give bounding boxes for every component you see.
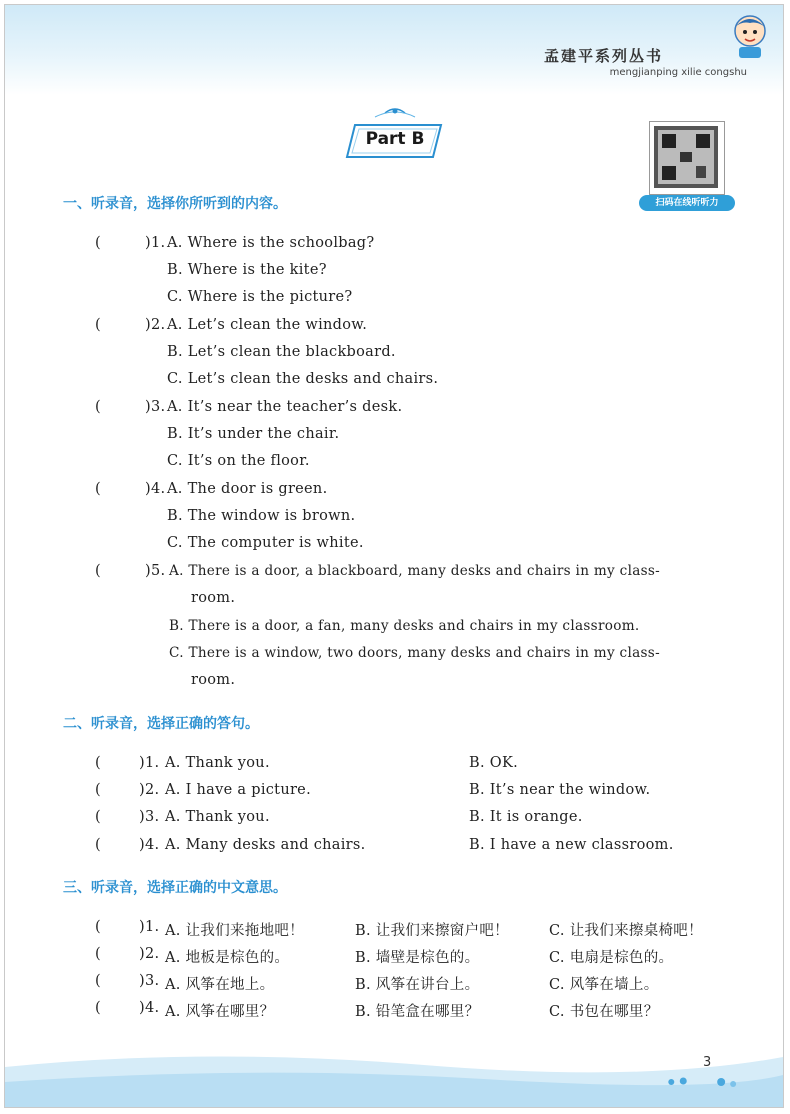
question-number: )4. [139, 837, 160, 853]
section1-heading: 一、听录音，选择你所听到的内容。 [63, 196, 287, 212]
option-b: B. 铅笔盒在哪里？ [355, 1004, 480, 1020]
header-band [5, 5, 783, 95]
question-number: )1. [139, 919, 160, 935]
option-a: A. Many desks and chairs. [165, 837, 366, 853]
answer-paren[interactable]: ( [95, 317, 101, 333]
option-b: B. It’s under the chair. [167, 426, 340, 442]
option-b: B. 墙壁是棕色的。 [355, 950, 480, 966]
question-number: )4. [139, 1000, 160, 1016]
answer-paren[interactable]: ( [95, 755, 101, 771]
answer-paren[interactable]: ( [95, 563, 101, 579]
option-a: A. There is a door, a blackboard, many desks and chairs in my class- [169, 563, 661, 579]
option-b: B. It is orange. [469, 809, 583, 825]
answer-paren[interactable]: ( [95, 973, 101, 989]
option-a: A. 风筝在哪里？ [165, 1004, 275, 1020]
section3-heading: 三、听录音，选择正确的中文意思。 [63, 880, 287, 896]
question-number: )3. [145, 399, 166, 415]
page [4, 4, 784, 1108]
option-b: B. It’s near the window. [469, 782, 651, 798]
question-number: )5. [145, 563, 166, 579]
answer-paren[interactable]: ( [95, 481, 101, 497]
qr-code-icon [650, 122, 722, 192]
series-pinyin: mengjianping xilie congshu [609, 67, 747, 78]
option-a: A. Let’s clean the window. [167, 317, 368, 333]
option-b: B. I have a new classroom. [469, 837, 674, 853]
option-c: C. Where is the picture? [167, 289, 353, 305]
option-b: B. The window is brown. [167, 508, 356, 524]
option-a: A. It’s near the teacher’s desk. [167, 399, 403, 415]
option-a-continued: room. [191, 590, 236, 606]
option-c-continued: room. [191, 672, 236, 688]
answer-paren[interactable]: ( [95, 837, 101, 853]
question-number: )1. [139, 755, 160, 771]
option-c: C. 书包在哪里？ [549, 1004, 659, 1020]
option-c: C. It’s on the floor. [167, 453, 310, 469]
question-number: )4. [145, 481, 166, 497]
option-b: B. Let’s clean the blackboard. [167, 344, 396, 360]
mascot-icon [727, 11, 773, 59]
option-a: A. 让我们来拖地吧！ [165, 923, 304, 939]
option-c: C. 风筝在墙上。 [549, 977, 659, 993]
answer-paren[interactable]: ( [95, 1000, 101, 1016]
footer-wave [5, 1027, 783, 1107]
answer-paren[interactable]: ( [95, 782, 101, 798]
option-b: B. 风筝在讲台上。 [355, 977, 480, 993]
qr-code[interactable] [649, 121, 725, 195]
option-b: B. OK. [469, 755, 519, 771]
option-c: C. 电扇是棕色的。 [549, 950, 674, 966]
answer-paren[interactable]: ( [95, 809, 101, 825]
option-c: C. 让我们来擦桌椅吧！ [549, 923, 703, 939]
page-number: 3 [703, 1055, 712, 1070]
option-a: A. I have a picture. [165, 782, 311, 798]
option-a: A. Thank you. [165, 755, 270, 771]
option-b: B. There is a door, a fan, many desks and chairs in my classroom. [169, 618, 640, 634]
option-a: A. The door is green. [167, 481, 328, 497]
answer-paren[interactable]: ( [95, 946, 101, 962]
question-number: )2. [139, 946, 160, 962]
question-number: )3. [139, 973, 160, 989]
option-a: A. 风筝在地上。 [165, 977, 275, 993]
qr-caption: 扫码在线听听力 [639, 195, 735, 211]
question-number: )2. [145, 317, 166, 333]
option-c: C. Let’s clean the desks and chairs. [167, 371, 439, 387]
answer-paren[interactable]: ( [95, 235, 101, 251]
option-c: C. The computer is white. [167, 535, 364, 551]
answer-paren[interactable]: ( [95, 399, 101, 415]
option-b: B. 让我们来擦窗户吧！ [355, 923, 509, 939]
question-number: )1. [145, 235, 166, 251]
option-a: A. 地板是棕色的。 [165, 950, 290, 966]
option-a: A. Where is the schoolbag? [167, 235, 375, 251]
question-number: )3. [139, 809, 160, 825]
option-c: C. There is a window, two doors, many desks and chairs in my class- [169, 645, 660, 661]
question-number: )2. [139, 782, 160, 798]
option-b: B. Where is the kite? [167, 262, 327, 278]
series-title: 孟建平系列丛书 [543, 47, 663, 65]
part-title: Part B [365, 129, 425, 149]
section2-heading: 二、听录音，选择正确的答句。 [63, 716, 259, 732]
option-a: A. Thank you. [165, 809, 270, 825]
answer-paren[interactable]: ( [95, 919, 101, 935]
